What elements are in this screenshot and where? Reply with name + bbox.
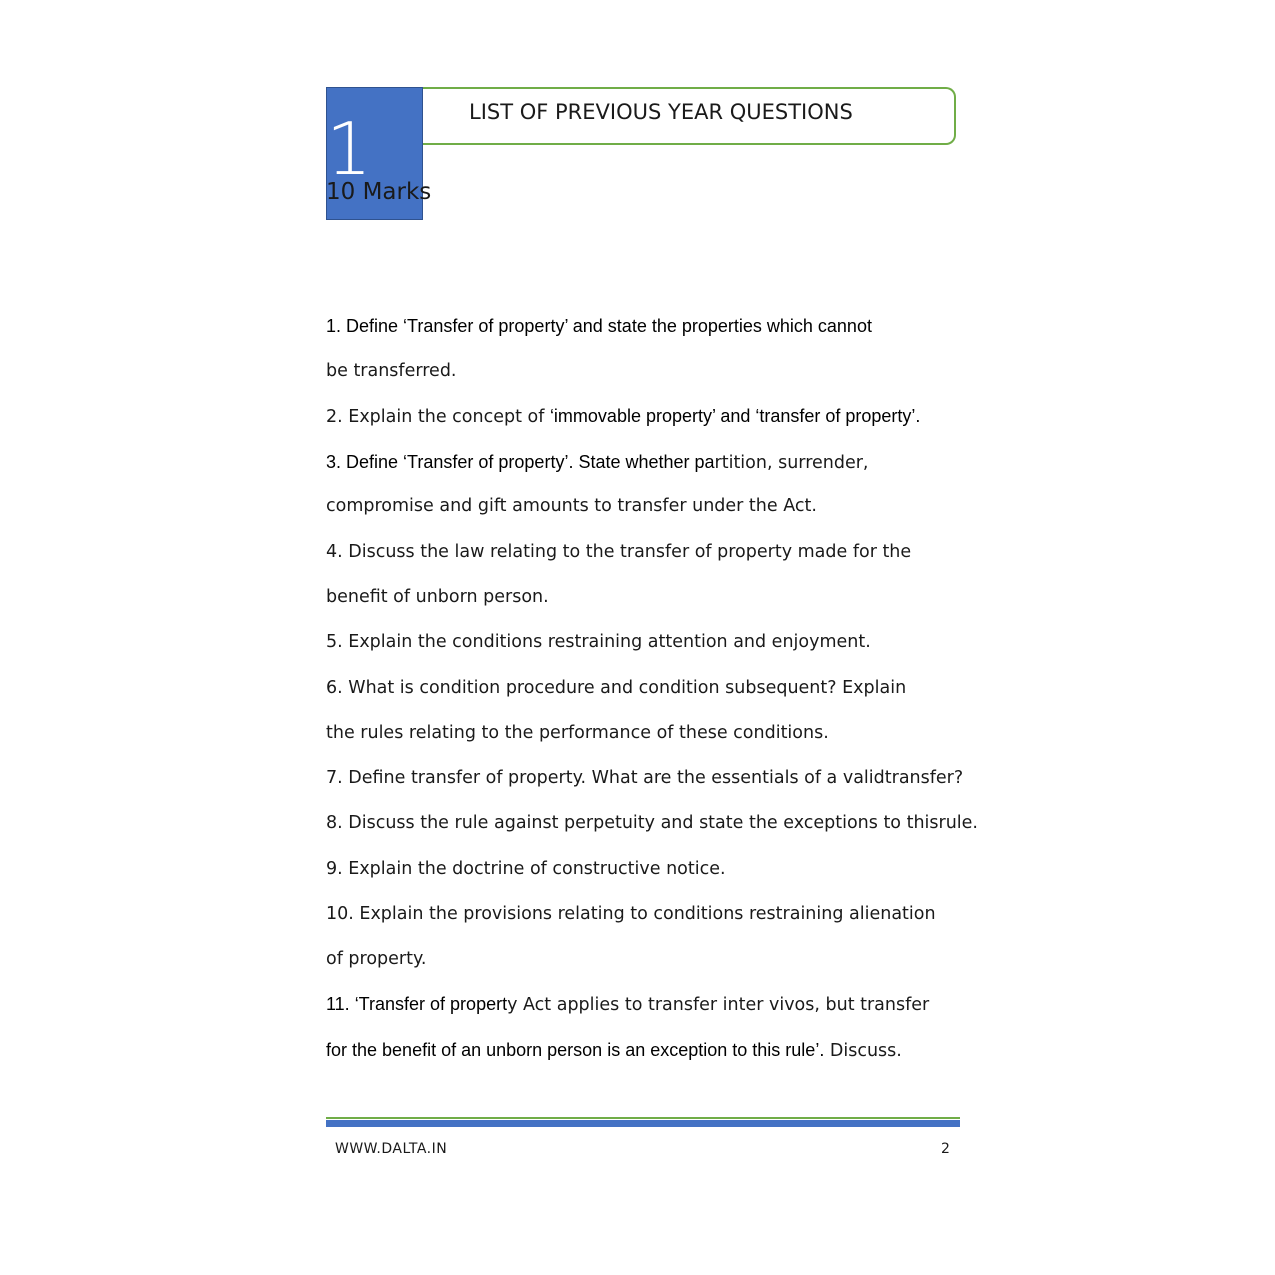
question-7: 7. Define transfer of property. What are the essentials of a validtransfer? (326, 768, 964, 788)
question-text: y Act applies to transfer inter vivos, but transfer (507, 995, 930, 1015)
question-11-line-1 (326, 992, 929, 1017)
question-text: 2. Explain the concept of (326, 407, 550, 427)
question-4-line-1: 4. Discuss the law relating to the transfer of property made for the (326, 542, 912, 562)
question-text: ‘immovable property’ and ‘transfer of property’. (549, 406, 921, 426)
question-10-line-1: 10. Explain the provisions relating to conditions restraining alienation (326, 904, 936, 924)
question-3-line-1 (326, 450, 869, 475)
footer-divider-green (326, 1117, 960, 1119)
question-5: 5. Explain the conditions restraining attention and enjoyment. (326, 632, 871, 652)
question-text: 3. Define ‘Transfer of property’. State whether pa (326, 452, 715, 472)
question-6-line-1: 6. What is condition procedure and condition subsequent? Explain (326, 678, 907, 698)
question-6-line-2: the rules relating to the performance of these conditions. (326, 723, 829, 743)
question-text: 11. ‘Transfer of propert (326, 994, 508, 1014)
footer-divider-blue (326, 1120, 960, 1127)
question-text: rtition, surrender, (714, 453, 869, 473)
chapter-number: 1 (326, 107, 372, 191)
question-text: 1. Define ‘Transfer of property’ and state the properties which cannot (326, 316, 872, 336)
question-1-line-1 (326, 314, 872, 339)
page-number: 2 (941, 1141, 950, 1157)
question-2 (326, 404, 920, 429)
question-text: for the benefit of an unborn person is an exception to this rule’. (326, 1040, 825, 1060)
page-title: LIST OF PREVIOUS YEAR QUESTIONS (469, 100, 853, 124)
question-9: 9. Explain the doctrine of constructive notice. (326, 859, 726, 879)
question-11-line-2 (326, 1038, 902, 1063)
question-10-line-2: of property. (326, 949, 427, 969)
footer-website: WWW.DALTA.IN (335, 1141, 448, 1157)
marks-label: 10 Marks (326, 179, 432, 205)
question-8: 8. Discuss the rule against perpetuity and state the exceptions to thisrule. (326, 813, 978, 833)
question-text: Discuss. (824, 1041, 902, 1061)
question-4-line-2: benefit of unborn person. (326, 587, 549, 607)
question-3-line-2: compromise and gift amounts to transfer under the Act. (326, 496, 817, 516)
question-1-line-2: be transferred. (326, 361, 457, 381)
